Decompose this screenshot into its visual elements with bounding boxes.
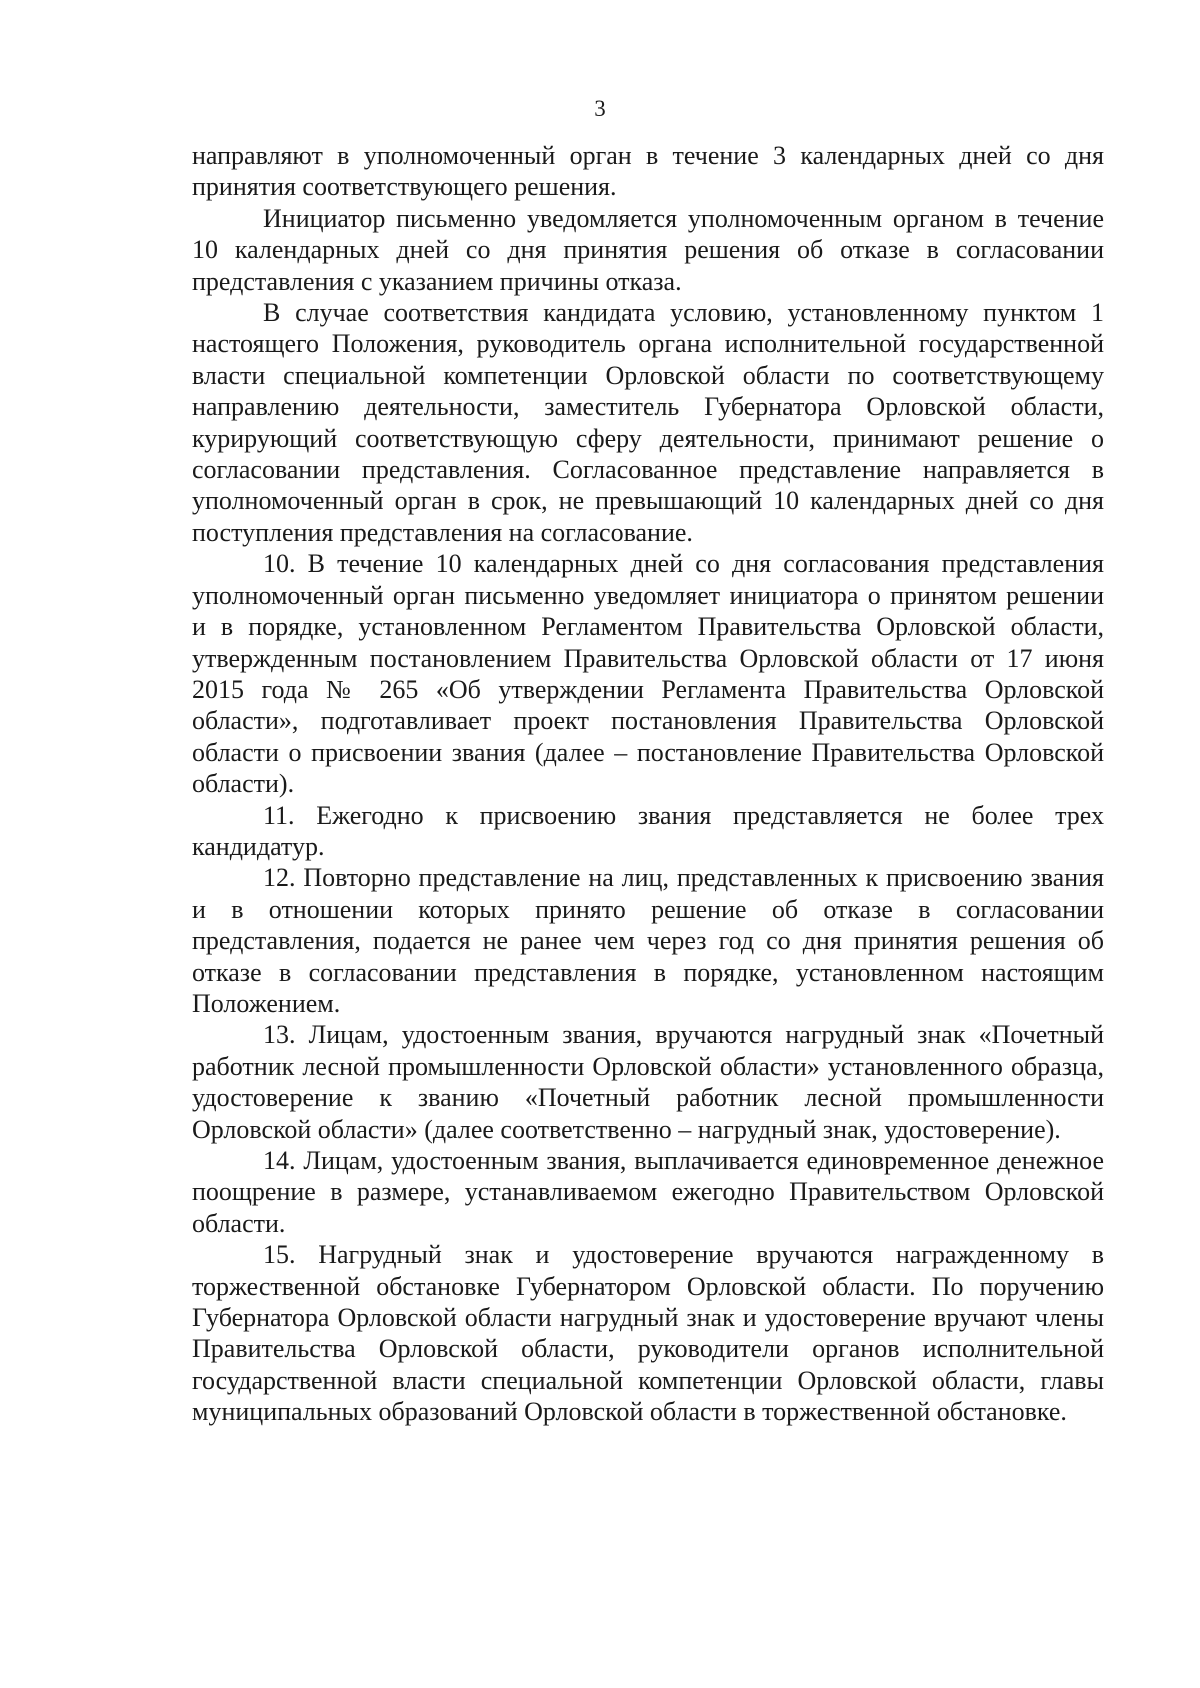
paragraph-item-10: 10. В течение 10 календарных дней со дня согласования представления уполномоченный орган письменно уведомляет инициатора о принятом решении и в порядке, установленном Регламентом Правительства Орловской области, утвержденным постановлением Правительства Орловской области от 17 июня 2015 года № 265 «Об утверждении Регламента Правительства Орловской области», подготавливает проект постановления Правительства Орловской области о присвоении звания (далее – постановление Правительства Орловской области).: [192, 549, 1104, 799]
paragraph-item-13: 13. Лицам, удостоенным звания, вручаются нагрудный знак «Почетный работник лесной промышленности Орловской области» установленного образца, удостоверение к званию «Почетный работник лесной промышленности Орловской области» (далее соответственно – нагрудный знак, удостоверение).: [192, 1020, 1104, 1144]
paragraph-item-12: 12. Повторно представление на лиц, представленных к присвоению звания и в отношении которых принято решение об отказе в согласовании представления, подается не ранее чем через год со дня принятия решения об отказе в согласовании представления в порядке, установленном настоящим Положением.: [192, 863, 1104, 1018]
paragraph-item-15: 15. Нагрудный знак и удостоверение вручаются награжденному в торжественной обстановке Губернатором Орловской области. По поручению Губернатора Орловской области нагрудный знак и удостоверение вручают члены Правительства Орловской области, руководители органов исполнительной государственной власти специальной компетенции Орловской области, главы муниципальных образований Орловской области в торжественной обстановке.: [192, 1240, 1104, 1427]
paragraph-item-14: 14. Лицам, удостоенным звания, выплачивается единовременное денежное поощрение в размере, устанавливаемом ежегодно Правительством Орловской области.: [192, 1146, 1104, 1238]
paragraph-item-11: 11. Ежегодно к присвоению звания представляется не более трех кандидатур.: [192, 800, 1104, 861]
paragraph-approval: В случае соответствия кандидата условию, установленному пунктом 1 настоящего Положения, руководитель органа исполнительной государственной власти специальной компетенции Орловской области по соответствующему направлению деятельности, заместитель Губернатора Орловской области, курирующий соответствующую сферу деятельности, принимают решение о согласовании представления. Согласованное представление направляется в уполномоченный орган в срок, не превышающий 10 календарных дней со дня поступления представления на согласование.: [192, 298, 1104, 547]
page-number: 3: [594, 96, 606, 121]
paragraph-continuation: направляют в уполномоченный орган в течение 3 календарных дней со дня принятия соответствующего решения.: [192, 141, 1104, 202]
document-body: [192, 140, 1104, 1428]
paragraph-initiator-notice: Инициатор письменно уведомляется уполномоченным органом в течение 10 календарных дней со дня принятия решения об отказе в согласовании представления с указанием причины отказа.: [192, 203, 1104, 296]
